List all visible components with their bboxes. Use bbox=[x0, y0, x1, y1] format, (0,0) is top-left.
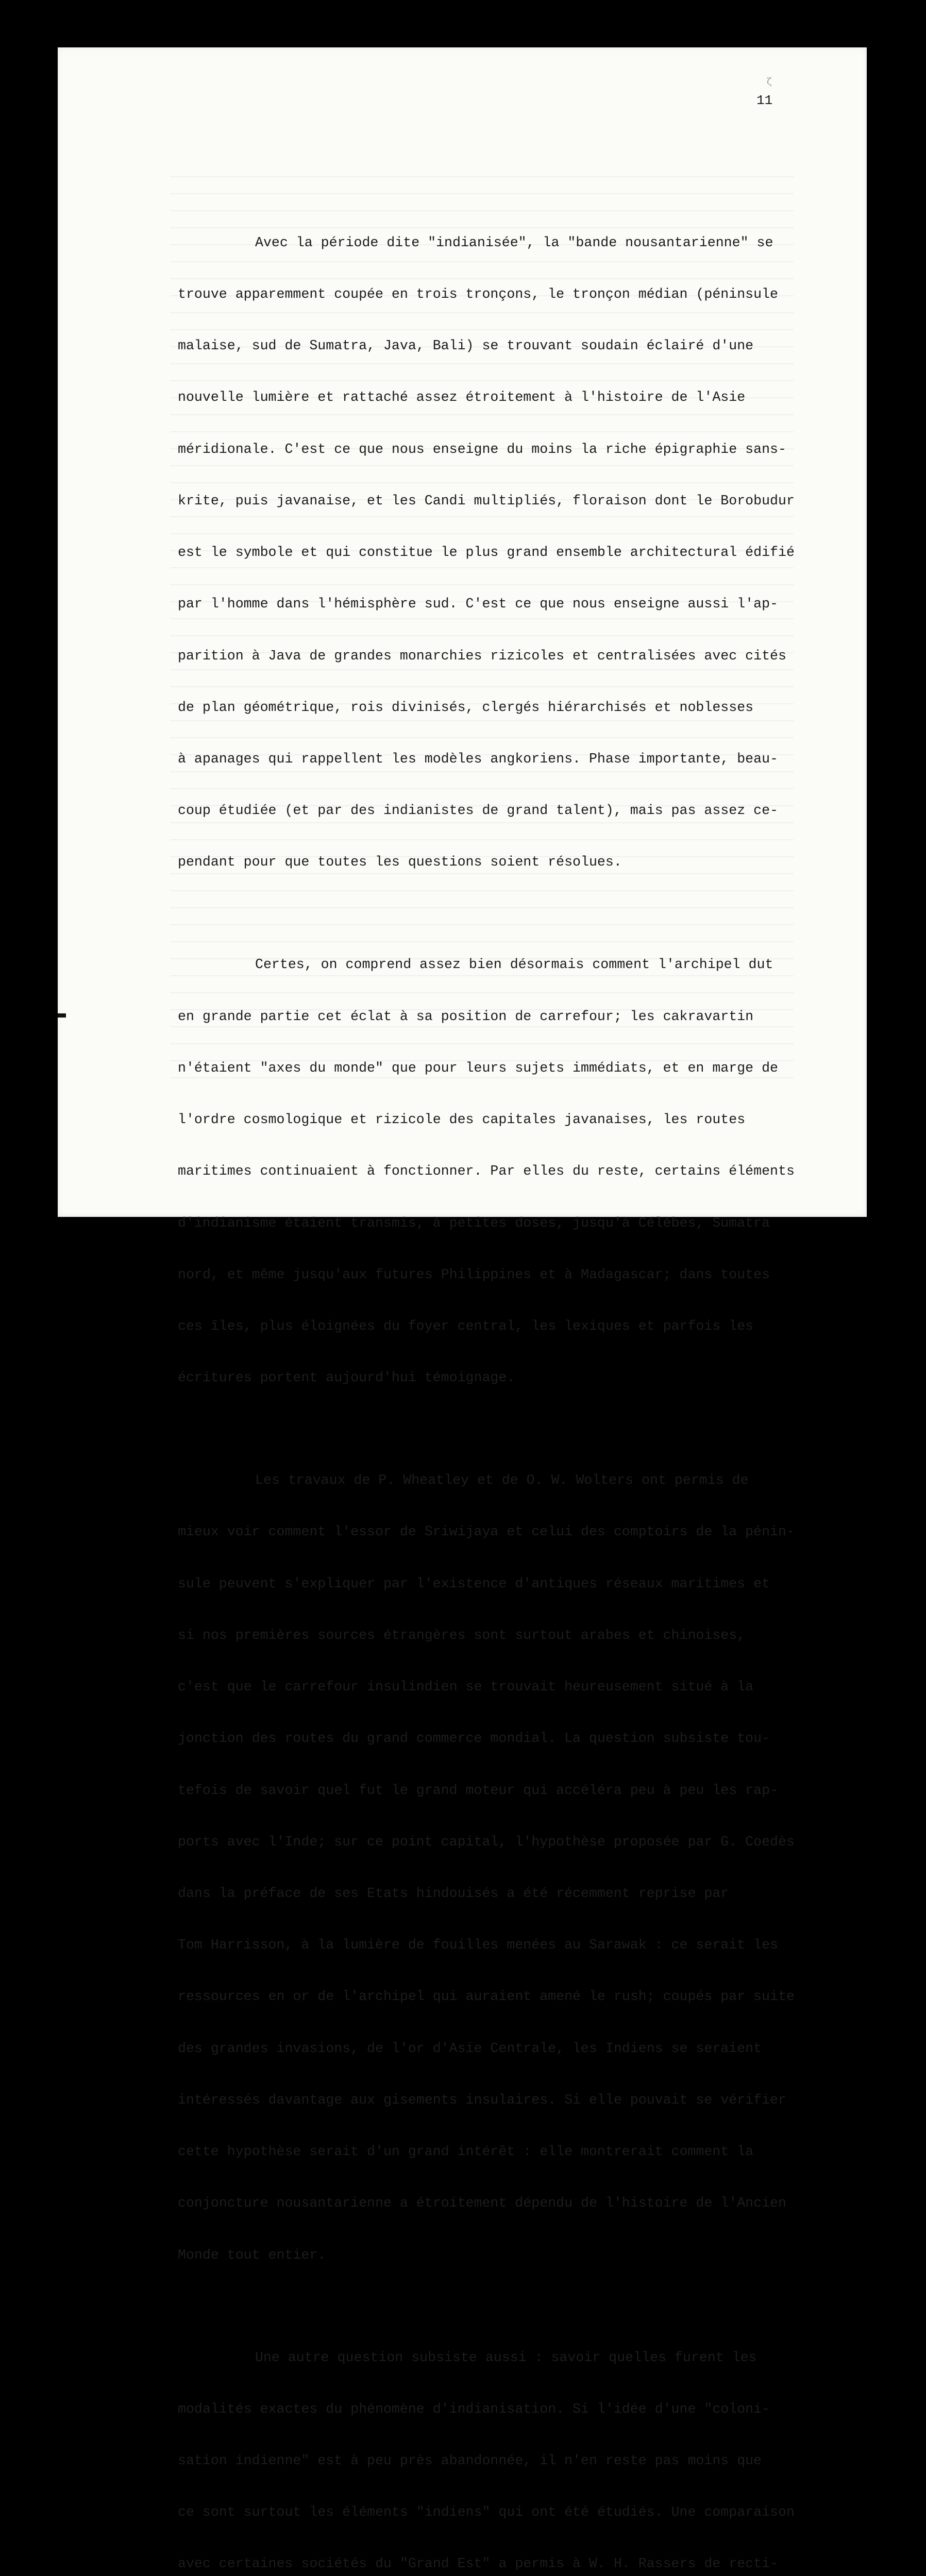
text-line: par l'homme dans l'hémisphère sud. C'est ce que nous enseigne aussi l'ap- bbox=[178, 596, 778, 612]
text-line: parition à Java de grandes monarchies rizicoles et centralisées avec cités bbox=[178, 648, 786, 664]
page-number: 11 bbox=[756, 93, 773, 108]
text-line: intéressés davantage aux gisements insulaires. Si elle pouvait se vérifier bbox=[178, 2092, 786, 2108]
body-text bbox=[178, 200, 822, 2576]
edge-mark bbox=[58, 1013, 66, 1018]
text-line: conjoncture nousantarienne a étroitement dépendu de l'histoire de l'Ancien bbox=[178, 2195, 786, 2211]
text-line: malaise, sud de Sumatra, Java, Bali) se trouvant soudain éclairé d'une bbox=[178, 338, 754, 354]
text-line: modalités exactes du phénomène d'indianisation. Si l'idée d'une "coloni- bbox=[178, 2401, 770, 2417]
paragraph-1 bbox=[178, 200, 822, 906]
text-line: dans la préface de ses Etats hindouisés a été récemment reprise par bbox=[178, 1886, 729, 1901]
text-line: à apanages qui rappellent les modèles angkoriens. Phase importante, beau- bbox=[178, 751, 778, 767]
text-line: pendant pour que toutes les questions soient résolues. bbox=[178, 854, 622, 870]
text-line: nord, et même jusqu'aux futures Philippines et à Madagascar; dans toutes bbox=[178, 1266, 770, 1282]
text-line: écritures portent aujourd'hui témoignage. bbox=[178, 1370, 515, 1386]
text-line: coup étudiée (et par des indianistes de grand talent), mais pas assez ce- bbox=[178, 803, 778, 819]
paragraph-3 bbox=[178, 1437, 822, 2298]
text-line: Monde tout entier. bbox=[178, 2247, 326, 2263]
text-line: trouve apparemment coupée en trois tronçons, le tronçon médian (péninsule bbox=[178, 286, 778, 302]
text-line: Certes, on comprend assez bien désormais comment l'archipel dut bbox=[255, 957, 773, 973]
text-line: n'étaient "axes du monde" que pour leurs sujets immédiats, et en marge de bbox=[178, 1060, 778, 1076]
text-line: des grandes invasions, de l'or d'Asie Centrale, les Indiens se seraient bbox=[178, 2040, 762, 2056]
text-line: tefois de savoir quel fut le grand moteur qui accéléra peu à peu les rap- bbox=[178, 1782, 778, 1798]
pencil-annotation: ζ bbox=[767, 76, 772, 87]
text-line: de plan géométrique, rois divinisés, clergés hiérarchisés et noblesses bbox=[178, 699, 754, 715]
text-line: avec certaines sociétés du "Grand Est" a permis à W. H. Rassers de recti- bbox=[178, 2556, 778, 2572]
text-line: ressources en or de l'archipel qui auraient amené le rush; coupés par suite bbox=[178, 1989, 795, 2005]
text-line: ces îles, plus éloignées du foyer central, les lexiques et parfois les bbox=[178, 1318, 754, 1334]
text-line: mieux voir comment l'essor de Sriwijaya et celui des comptoirs de la pénin- bbox=[178, 1524, 795, 1540]
text-line: Les travaux de P. Wheatley et de O. W. Wolters ont permis de bbox=[255, 1472, 749, 1488]
text-line: l'ordre cosmologique et rizicole des capitales javanaises, les routes bbox=[178, 1112, 746, 1128]
text-line: en grande partie cet éclat à sa position de carrefour; les cakravartin bbox=[178, 1008, 754, 1024]
paragraph-4 bbox=[178, 2315, 822, 2576]
text-line: est le symbole et qui constitue le plus grand ensemble architectural édifié bbox=[178, 545, 795, 561]
text-line: Avec la période dite "indianisée", la "bande nousantarienne" se bbox=[255, 234, 773, 250]
text-line: d'indianisme étaient transmis, à petites doses, jusqu'à Célèbes, Sumatra bbox=[178, 1215, 770, 1231]
text-line: jonction des routes du grand commerce mondial. La question subsiste tou- bbox=[178, 1731, 770, 1747]
text-line: sation indienne" est à peu près abandonnée, il n'en reste pas moins que bbox=[178, 2453, 762, 2468]
text-line: Tom Harrisson, à la lumière de fouilles menées au Sarawak : ce serait les bbox=[178, 1937, 778, 1953]
text-line: c'est que le carrefour insulindien se trouvait heureusement situé à la bbox=[178, 1679, 754, 1695]
text-line: nouvelle lumière et rattaché assez étroitement à l'histoire de l'Asie bbox=[178, 389, 746, 405]
paragraph-2 bbox=[178, 922, 822, 1421]
text-line: ce sont surtout les éléments "indiens" qui ont été étudiés. Une comparaison bbox=[178, 2504, 795, 2520]
text-line: ports avec l'Inde; sur ce point capital, l'hypothèse proposée par G. Coedès bbox=[178, 1834, 795, 1850]
text-line: cette hypothèse serait d'un grand intérêt : elle montrerait comment la bbox=[178, 2144, 754, 2160]
text-line: maritimes continuaient à fonctionner. Par elles du reste, certains éléments bbox=[178, 1163, 795, 1179]
text-line: méridionale. C'est ce que nous enseigne du moins la riche épigraphie sans- bbox=[178, 441, 786, 457]
text-line: krite, puis javanaise, et les Candi multipliés, floraison dont le Borobudur bbox=[178, 493, 795, 509]
text-line: sule peuvent s'expliquer par l'existence d'antiques réseaux maritimes et bbox=[178, 1575, 770, 1591]
text-line: Une autre question subsiste aussi : savoir quelles furent les bbox=[255, 2349, 757, 2365]
text-line: si nos premières sources étrangères sont surtout arabes et chinoises, bbox=[178, 1627, 746, 1643]
